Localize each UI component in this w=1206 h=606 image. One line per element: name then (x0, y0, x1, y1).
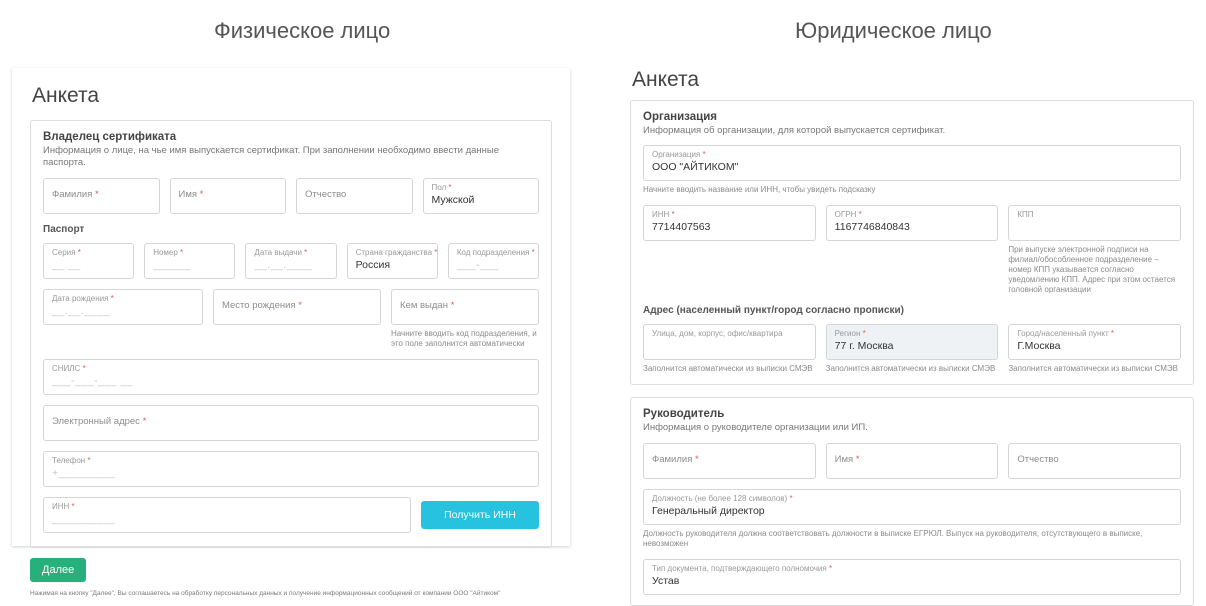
certificate-owner-subtitle: Информация о лице, на чье имя выпускается сертификат. При заполнении необходимо ввести данные паспорта. (43, 145, 499, 169)
snils-field[interactable] (43, 359, 539, 395)
passport-number-field[interactable] (144, 243, 235, 279)
city-hint: Заполнится автоматически из выписки СМЭВ (1008, 364, 1178, 374)
director-fieldset (630, 397, 1194, 605)
required-marker: * (177, 247, 184, 257)
required-marker: * (301, 247, 308, 257)
required-marker: * (69, 501, 75, 511)
street-cell (643, 324, 816, 374)
passport-series-field[interactable] (43, 243, 134, 279)
required-marker: * (108, 293, 114, 303)
passport-number-label: Номер (153, 247, 178, 257)
organization-name-value: ООО "АЙТИКОМ" (652, 161, 739, 174)
phone-field[interactable] (43, 451, 539, 487)
required-marker: * (700, 150, 706, 160)
required-marker: * (85, 455, 91, 465)
director-patronymic-label: Отчество (1017, 453, 1059, 465)
org-ogrn-value: 1167746840843 (834, 221, 910, 234)
org-inn-cell (643, 205, 816, 241)
org-inn-field[interactable] (643, 205, 816, 241)
director-subtitle: Информация о руководителе организации или ИП. (643, 422, 868, 434)
director-name-field[interactable] (826, 443, 999, 479)
email-label: Электронный адрес (52, 415, 140, 427)
organization-fieldset (630, 100, 1194, 385)
certificate-owner-title: Владелец сертификата (43, 131, 177, 143)
certificate-owner-fieldset (30, 120, 552, 548)
required-marker: * (856, 210, 862, 220)
passport-series-label: Серия (52, 247, 76, 257)
surname-field[interactable] (43, 178, 160, 214)
region-cell (826, 324, 999, 374)
org-ogrn-field[interactable] (826, 205, 999, 241)
director-position-label: Должность (не более 128 символов) (652, 493, 788, 503)
legal-entity-form-panel (630, 60, 1194, 587)
organization-name-hint: Начните вводить название или ИНН, чтобы увидеть подсказку (643, 185, 876, 195)
patronymic-field[interactable] (296, 178, 413, 214)
phone-row (43, 451, 539, 487)
subdivision-code-label: Код подразделения (456, 247, 530, 257)
snils-label: СНИЛС (52, 363, 81, 373)
required-marker: * (92, 188, 99, 200)
org-inn-label: ИНН (652, 210, 670, 220)
issued-by-field[interactable] (391, 289, 539, 325)
org-kpp-label: КПП (1017, 210, 1034, 220)
city-field[interactable] (1008, 324, 1181, 360)
director-surname-label: Фамилия (652, 453, 693, 465)
director-fio-row (643, 443, 1181, 479)
fio-row (43, 178, 539, 214)
city-value: Г.Москва (1017, 340, 1061, 353)
street-hint: Заполнится автоматически из выписки СМЭВ (643, 364, 813, 374)
authority-doc-type-label: Тип документа, подтверждающего полномочия (652, 563, 827, 573)
director-position-value: Генеральный директор (652, 504, 765, 517)
org-kpp-field[interactable] (1008, 205, 1181, 241)
authority-doc-type-field[interactable] (643, 559, 1181, 595)
issued-by-label: Кем выдан (400, 299, 448, 311)
passport-number-value: ______ (153, 258, 192, 271)
director-name-label: Имя (834, 453, 854, 465)
birth-place-label: Место рождения (222, 299, 296, 311)
birth-date-value: __.__.____ (52, 304, 110, 317)
birth-issued-row (43, 289, 539, 349)
city-cell (1008, 324, 1181, 374)
right-form-heading: Анкета (632, 68, 700, 91)
director-position-field[interactable] (643, 489, 1181, 525)
citizenship-field[interactable] (347, 243, 438, 279)
email-row (43, 405, 539, 441)
org-kpp-hint: При выпуске электронной подписи на филиал/обособленное подразделение – номер КПП указывается согласно уведомлению КПП. Адрес при этом остается головной организации (1008, 245, 1176, 295)
get-inn-button[interactable]: Получить ИНН (421, 501, 539, 529)
organization-title: Организация (643, 111, 717, 123)
org-kpp-cell (1008, 205, 1181, 295)
phone-label: Телефон (52, 455, 86, 465)
required-marker: * (446, 182, 452, 192)
organization-name-label: Организация (652, 150, 701, 160)
snils-value: ___-___-___ __ (52, 374, 134, 387)
left-form-heading: Анкета (32, 84, 100, 107)
organization-subtitle: Информация об организации, для которой выпускается сертификат. (643, 125, 946, 136)
org-inn-value: 7714407563 (652, 221, 711, 234)
passport-issue-date-label: Дата выдачи (254, 247, 302, 257)
name-field[interactable] (170, 178, 287, 214)
patronymic-label: Отчество (305, 188, 347, 200)
required-marker: * (432, 247, 438, 257)
subdivision-code-value: ___-___ (456, 258, 499, 271)
org-ogrn-cell (826, 205, 999, 241)
required-marker: * (80, 363, 86, 373)
required-marker: * (529, 247, 535, 257)
gender-value: Мужской (431, 193, 475, 206)
street-field[interactable] (643, 324, 816, 360)
director-position-hint: Должность руководителя должна соответствовать должности в выписке ЕГРЮЛ. Выпуск на руководителя, отсутствующего в выписке, невозможен (643, 528, 1143, 548)
organization-name-field[interactable] (643, 145, 1181, 181)
subdivision-code-field[interactable] (448, 243, 539, 279)
org-ogrn-label: ОГРН (834, 210, 857, 220)
required-marker: * (853, 453, 860, 465)
passport-series-value: __ __ (52, 258, 81, 271)
director-surname-field[interactable] (643, 443, 816, 479)
required-marker: * (1108, 329, 1114, 339)
address-section-title: Адрес (населенный пункт/город согласно прописки) (643, 305, 904, 317)
passport-row (43, 243, 539, 279)
citizenship-label: Страна гражданства (355, 247, 433, 257)
required-marker: * (75, 247, 81, 257)
inn-label: ИНН (52, 501, 70, 511)
region-value: 77 г. Москва (834, 340, 894, 353)
required-marker: * (826, 563, 833, 573)
birth-place-field[interactable] (213, 289, 381, 325)
required-marker: * (295, 299, 302, 311)
citizenship-value: Россия (355, 258, 391, 271)
page-title-legal-entity: Юридическое лицо (795, 18, 992, 43)
required-marker: * (787, 493, 793, 503)
next-button-wrapper (30, 558, 552, 582)
snils-row (43, 359, 539, 395)
address-row (643, 324, 1181, 374)
next-button[interactable]: Далее (30, 558, 86, 582)
required-marker: * (669, 210, 675, 220)
authority-doc-type-value: Устав (652, 574, 680, 587)
city-label: Город/населенный пункт (1017, 329, 1109, 339)
required-marker: * (447, 299, 455, 311)
birth-date-field[interactable] (43, 289, 203, 325)
inn-ogrn-kpp-row (643, 205, 1181, 295)
region-field[interactable] (826, 324, 999, 360)
required-marker: * (197, 188, 204, 200)
name-label: Имя (178, 188, 198, 200)
passport-issue-date-field[interactable] (245, 243, 336, 279)
street-label: Улица, дом, корпус, офис/квартира (652, 329, 783, 339)
individual-form-panel (12, 68, 570, 597)
director-patronymic-field[interactable] (1008, 443, 1181, 479)
region-label: Регион (834, 329, 861, 339)
passport-issue-date-value: __.__.____ (254, 258, 312, 271)
consent-text: Нажимая на кнопку "Далее", Вы соглашаетесь на обработку персональных данных и получение информационных сообщений от компании ООО "Айтиком" (30, 589, 501, 597)
gender-field[interactable] (423, 178, 540, 214)
issued-by-cell (391, 289, 539, 349)
director-title: Руководитель (643, 408, 725, 421)
required-marker: * (860, 329, 866, 339)
required-marker: * (139, 415, 147, 427)
required-marker: * (692, 453, 699, 465)
birth-date-label: Дата рождения (52, 293, 109, 303)
surname-label: Фамилия (52, 188, 93, 200)
inn-field[interactable] (43, 497, 411, 533)
issued-by-hint: Начните вводить код подразделения, и это поле заполнится автоматически (391, 328, 537, 348)
inn-value: __________ (52, 512, 116, 525)
region-hint: Заполнится автоматически из выписки СМЭВ (825, 364, 996, 374)
page-title-individual: Физическое лицо (214, 18, 391, 43)
passport-section-title: Паспорт (43, 223, 85, 235)
email-field[interactable] (43, 405, 539, 441)
phone-value: +_________ (52, 466, 116, 479)
inn-row (43, 497, 539, 533)
gender-label: Пол (431, 182, 447, 192)
